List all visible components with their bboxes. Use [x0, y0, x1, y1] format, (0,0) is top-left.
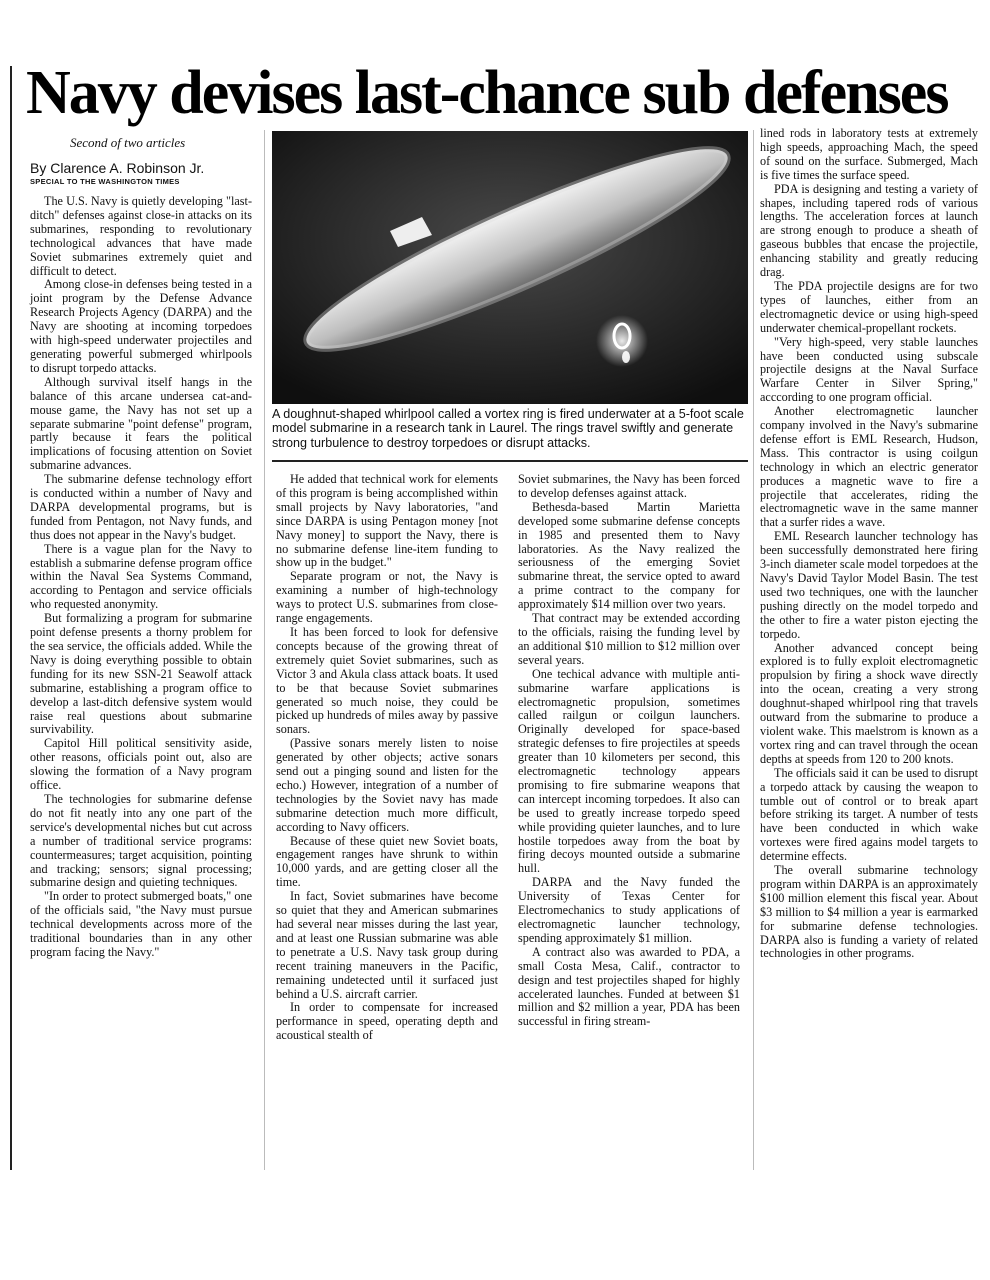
paragraph: lined rods in laboratory tests at extremely high speeds, approaching Mach, the speed of sound on the surface. Submerged, Mach is five times the surface speed.: [760, 126, 978, 182]
paragraph: Another electromagnetic launcher company involved in the Navy's submarine defense effort is EML Research, Hudson, Mass. This contractor is using coilgun technology in which an electric generator produces a magnetic wave to fire a projectile that accelerates, riding the electromagnetic wave in the same manner that a surfer rides a wave.: [760, 404, 978, 530]
paragraph: A contract also was awarded to PDA, a small Costa Mesa, Calif., contractor to design and test projectiles shaped for highly accelerated launches. Funded at between $1 million and $2 million a year, PDA has been successful in firing stream-: [518, 944, 740, 1029]
article-column-1: [30, 195, 252, 960]
kicker: Second of two articles: [70, 135, 186, 150]
paragraph: The technologies for submarine defense do not fit neatly into any one part of the service's developmental niches but cut across a number of traditional service programs: countermeasures; target acquisition, pointing and tracking; sensors; signal processing; submarine design and quieting techniques.: [30, 791, 252, 890]
paragraph: Capitol Hill political sensitivity aside, other reasons, officials point out, also are slowing the formation of a Navy program office.: [30, 736, 252, 793]
caption-divider: [272, 460, 748, 462]
paragraph: But formalizing a program for submarine point defense presents a thorny problem for the sea service, the officials added. While the Navy is doing everything possible to obtain funding for its new SSN-21 Seawolf attack submarine, establishing a program office to develop a last-ditch defensive system would raise real questions about submarine survivability.: [30, 611, 252, 737]
paragraph: He added that technical work for elements of this program is being accomplished within small projects by Navy laboratories, "and since DARPA is using Pentagon money [not Navy money] to support the Navy, there is no submarine defense line-item funding to show up in the budget.": [276, 472, 498, 570]
paragraph: The officials said it can be used to disrupt a torpedo attack by causing the weapon to tumble out of control or to break apart before striking its target. A number of tests have been conducted in which wake vortexes were fired agains model targets to determine effects.: [760, 765, 978, 864]
byline: By Clarence A. Robinson Jr.: [30, 160, 205, 176]
submarine-vortex-illustration: [272, 131, 748, 404]
paragraph: One techical advance with multiple anti-submarine warfare applications is electromagnetic propulsion, sometimes called railgun or coilgun launchers. Originally developed for space-based strategic defenses to fire projectiles at speeds greater than 10 kilometers per second, this electromagnetic technology appears promising to fire submarine weapons that can intercept incoming torpedoes. It also can be used to greatly increase torpedo speed while providing quieter launches, and to lure hostile torpedoes away from the boat by firing decoys mounted outside a submarine hull.: [518, 666, 740, 876]
paragraph: Although survival itself hangs in the balance of this arcane undersea cat-and-mouse game, the Navy has not set up a separate submarine "point defense" program, partly because it fears the political implications of focusing attention on Soviet submarine advances.: [30, 374, 252, 473]
article-column-4: [760, 127, 978, 961]
paragraph: "Very high-speed, very stable launches have been conducted using subscale projectile designs at the Naval Surface Warfare Center in Silver Spring," acccording to one program official.: [760, 334, 978, 405]
paragraph: EML Research launcher technology has been successfully demonstrated here firing 3-inch diameter scale model torpedoes at the Navy's David Taylor Model Basin. The test used two techniques, one with the launcher pushing directly on the model torpedo and the other to fire a water piston ejecting the torpedo.: [760, 529, 978, 641]
photo-caption: A doughnut-shaped whirlpool called a vortex ring is fired underwater at a 5-foot scale model submarine in a research tank in Laurel. The rings travel swiftly and generate strong turbulence to destroy torpedoes or disrupt attacks.: [272, 407, 744, 450]
paragraph: In fact, Soviet submarines have become so quiet that they and American submarines had several near misses during the last year, and at least one Russian submarine was able to penetrate a U.S. Navy task group during recent training maneuvers in the Pacific, remaining undetected until it surfaced just behind a U.S. aircraft carrier.: [276, 889, 498, 1001]
paragraph: There is a vague plan for the Navy to establish a submarine defense program office within the Naval Sea Systems Command, according to Pentagon and service officials who requested anonymity.: [30, 541, 252, 612]
left-border-rule: [10, 66, 12, 1170]
column-gutter-rule: [753, 130, 754, 1170]
headline: Navy devises last-chance sub defenses: [26, 59, 948, 127]
paragraph: Among close-in defenses being tested in a joint program by the Defense Advance Research Projects Agency (DARPA) and the Navy are shooting at incoming torpedoes with high-speed underwater projectiles and generating powerful submerged whirlpools to disrupt torpedo attacks.: [30, 277, 252, 375]
paragraph: Soviet submarines, the Navy has been forced to develop defenses against attack.: [518, 472, 740, 500]
paragraph: The PDA projectile designs are for two types of launches, either from an electromagnetic device or using high-speed underwater chemical-propellant rockets.: [760, 278, 978, 335]
paragraph: The overall submarine technology program within DARPA is an approximately $100 million element this fiscal year. About $3 million to $4 million a year is earmarked for submarine defense technologies. DARPA also is funding a variety of related technologies in other programs.: [760, 863, 978, 961]
paragraph: "In order to protect submerged boats," one of the officials said, "the Navy must pursue technical developments across more of the traditional boundaries than in any other program facing the Navy.": [30, 889, 252, 959]
paragraph: The U.S. Navy is quietly developing "last-ditch" defenses against close-in attacks on its submarines, responding to revolutionary technological advances that have made Soviet submarines extremely quiet and difficult to detect.: [30, 194, 252, 278]
paragraph: In order to compensate for increased performance in speed, operating depth and acoustical stealth of: [276, 1000, 498, 1043]
paragraph: Separate program or not, the Navy is examining a number of high-technology ways to protect U.S. submarines from close-range engagements.: [276, 569, 498, 626]
paragraph: Because of these quiet new Soviet boats, engagement ranges have shrunk to within 10,000 yards, and are getting closer all the time.: [276, 833, 498, 890]
paragraph: Another advanced concept being explored is to fully exploit electromagnetic propulsion by firing a shock wave directly into the ocean, creating a very strong doughnut-shaped whirlpool ring that travels outward from the submarine to produce a violent wake. This maelstrom is known as a vortex ring and can travel through the ocean depths at speeds from 120 to 200 knots.: [760, 640, 978, 766]
paragraph: Bethesda-based Martin Marietta developed some submarine defense concepts in 1985 and presented them to Navy laboratories. As the Navy realized the seriousness of the emerging Soviet submarine threat, the service opted to award a prime contract to the company for approximately $14 million over two years.: [518, 499, 740, 612]
submarine-photo: [272, 131, 748, 404]
article-column-2: [276, 473, 498, 1043]
paragraph: It has been forced to look for defensive concepts because of the growing threat of extremely quiet Soviet submarines, such as Victor 3 and Akula class attack boats. It used to be that because Soviet submarines generated so much noise, they could be picked up hundreds of miles away by passive sonars.: [276, 624, 498, 737]
paragraph: DARPA and the Navy funded the University of Texas Center for Electromechanics to study applications of electromagnetic launcher technology, spending approximately $1 million.: [518, 875, 740, 945]
paragraph: (Passive sonars merely listen to noise generated by other objects; active sonars send out a pinging sound and listen for the echo.) However, integration of a number of technologies by the Soviet navy has made submarine detection much more difficult, according to Navy officers.: [276, 736, 498, 834]
byline-affiliation: SPECIAL TO THE WASHINGTON TIMES: [30, 177, 180, 186]
paragraph: The submarine defense technology effort is conducted within a number of Navy and DARPA developmental programs, but is funded from Pentagon, not Navy funds, and thus does not appear in the Navy's budget.: [30, 472, 252, 542]
paragraph: That contract may be extended according to the officials, raising the funding level by an additional $10 million to $12 million over several years.: [518, 611, 740, 667]
article-column-3: [518, 473, 740, 1029]
column-gutter-rule: [264, 130, 265, 1170]
paragraph: PDA is designing and testing a variety of shapes, including tapered rods of various lengths. The acceleration forces at launch are strong enough to produce a sheath of gaseous bubbles that encase the projectile, enhancing stability and greatly reducing drag.: [760, 181, 978, 280]
